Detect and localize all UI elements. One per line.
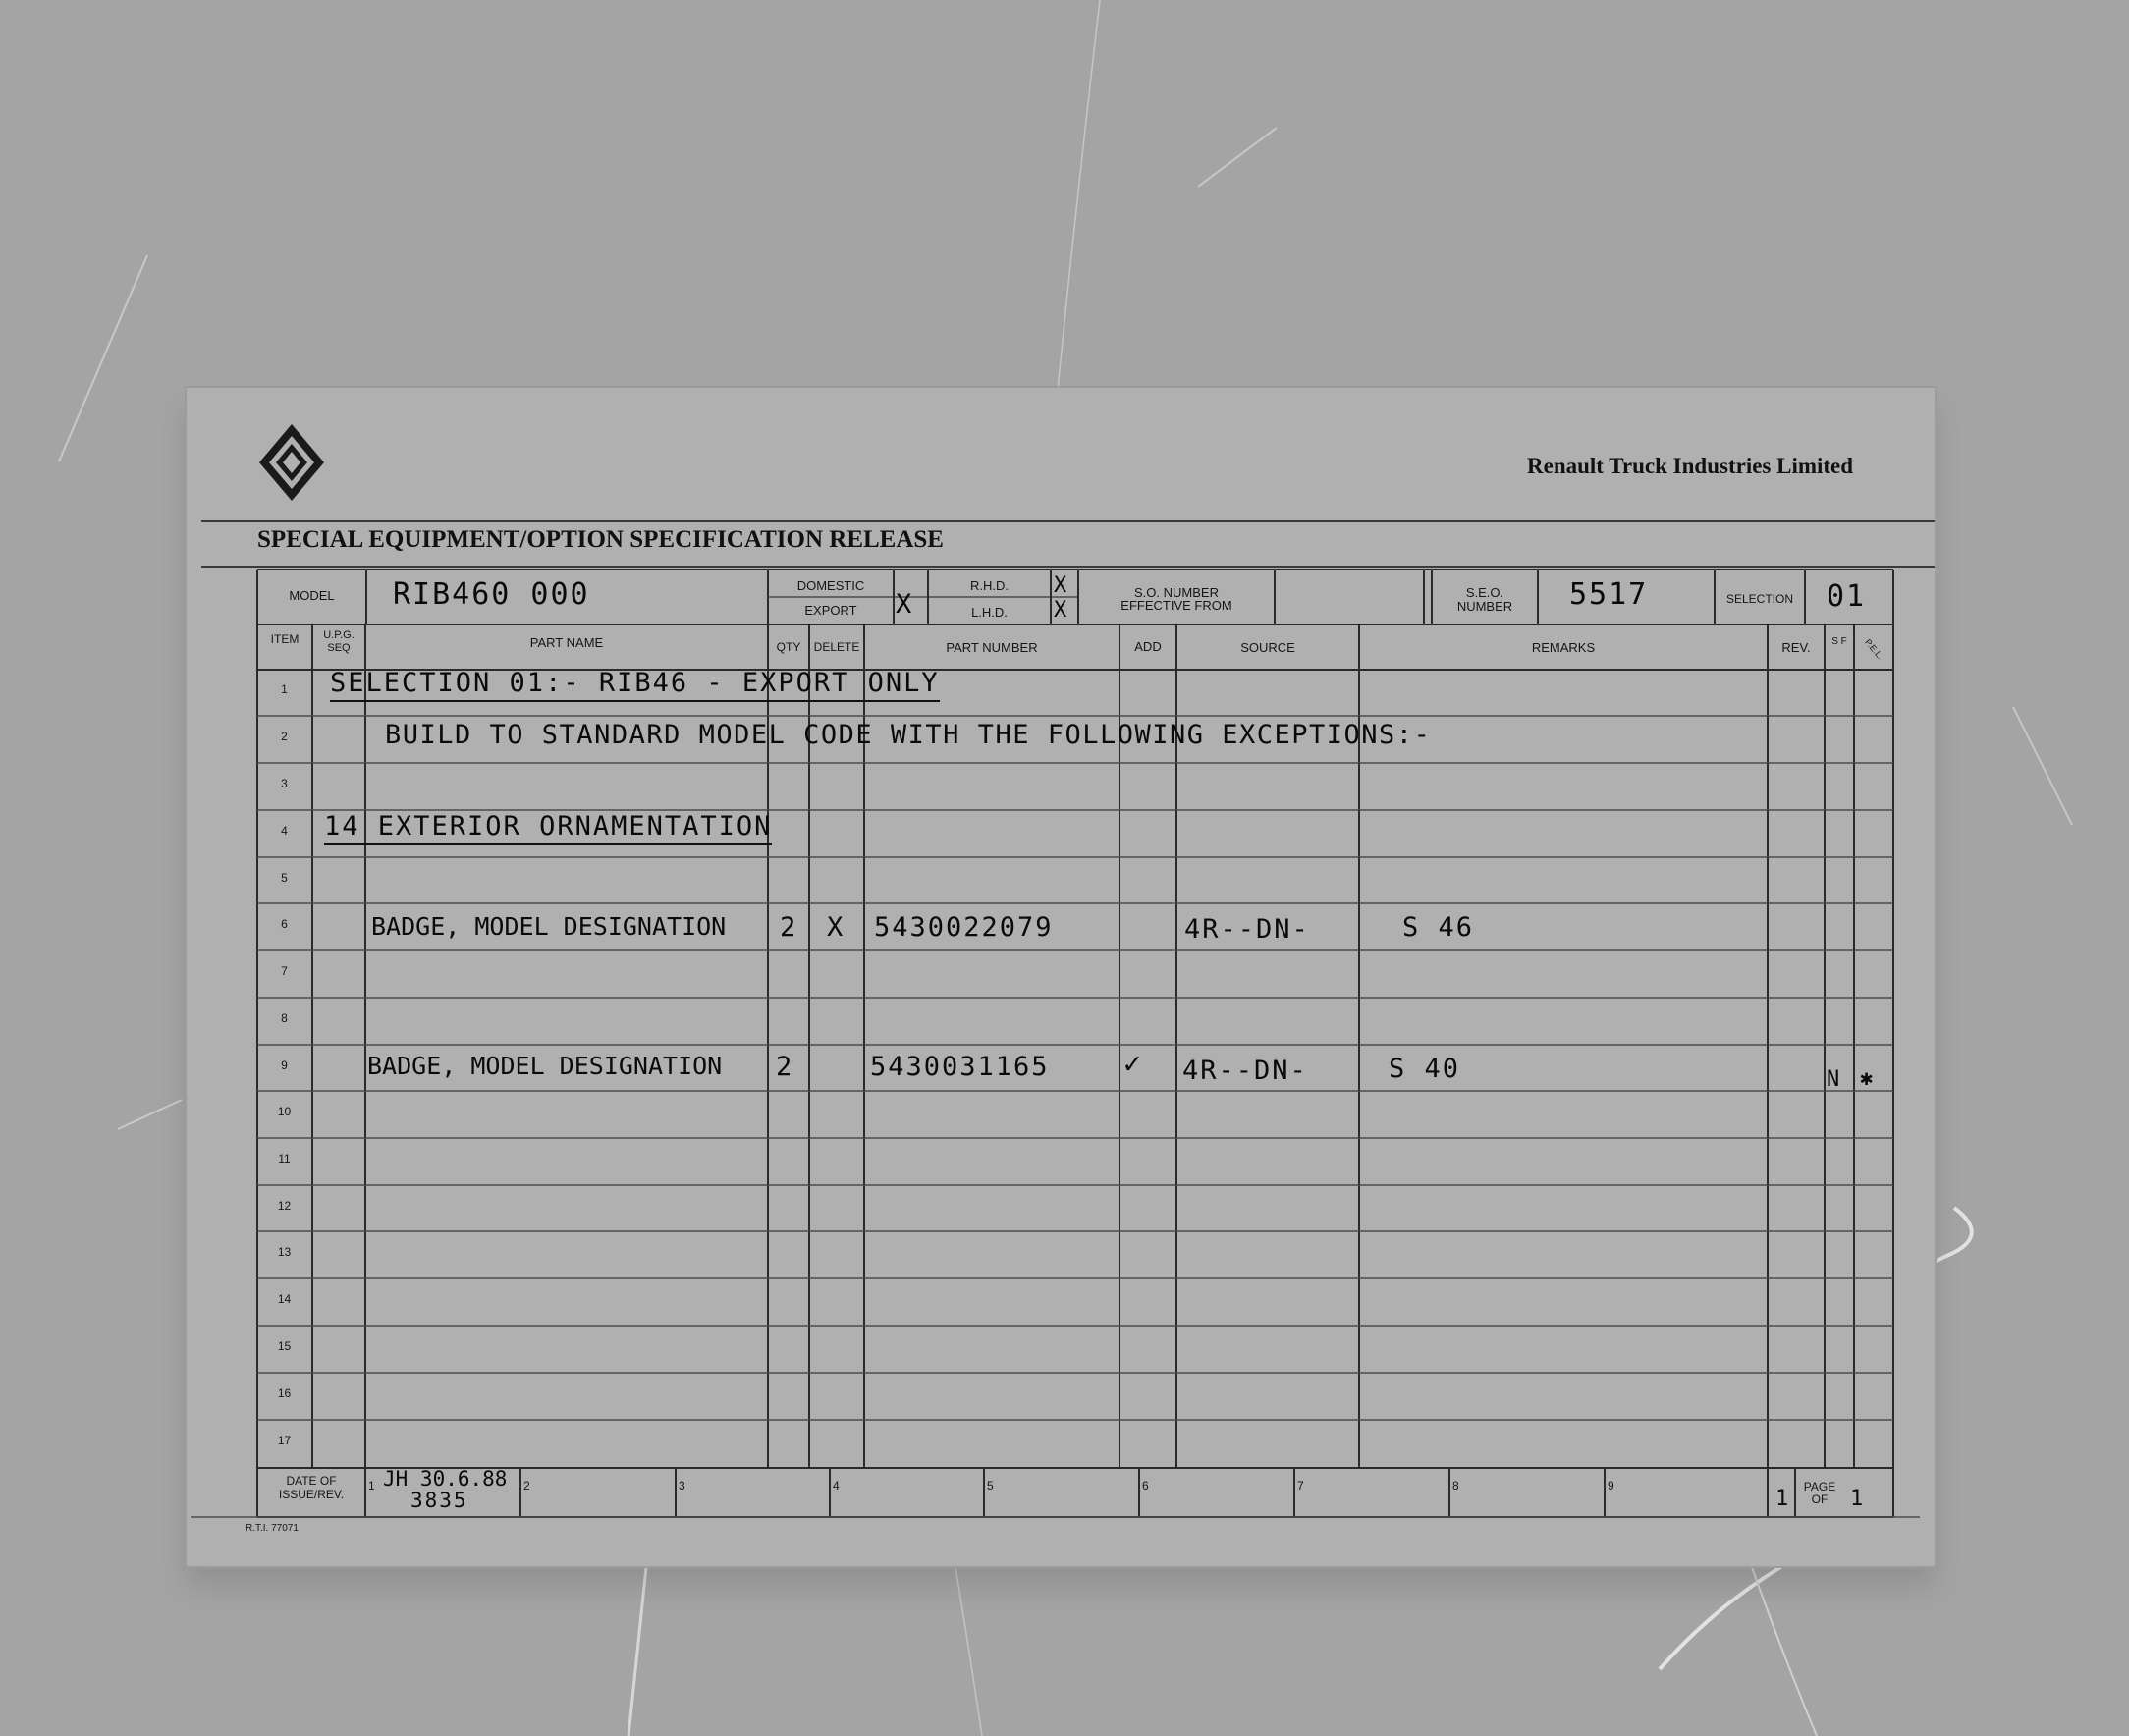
footer-slot-number: 6 xyxy=(1142,1479,1149,1492)
col-remarks: REMARKS xyxy=(1531,640,1596,655)
col-part-name: PART NAME xyxy=(529,635,604,650)
row-number: 17 xyxy=(277,1434,292,1447)
row9-part-number: 5430031165 xyxy=(870,1052,1050,1082)
row9-sf: N xyxy=(1827,1067,1840,1092)
row6-source: 4R--DN- xyxy=(1184,914,1310,945)
entry-line-4: 14 EXTERIOR ORNAMENTATION xyxy=(324,811,772,845)
col-seq: SEQ xyxy=(327,642,351,654)
of-label: OF xyxy=(1811,1492,1829,1506)
row-number: 16 xyxy=(277,1386,292,1400)
entry-line-2: BUILD TO STANDARD MODEL CODE WITH THE FOLLOWING EXCEPTIONS:- xyxy=(385,720,1432,750)
row-number: 1 xyxy=(281,682,288,696)
seo-number-label: NUMBER xyxy=(1456,599,1513,614)
issue-number-value: 3835 xyxy=(410,1489,468,1512)
row9-extra-mark: ✱ xyxy=(1860,1066,1874,1091)
seo-label: S.E.O. xyxy=(1465,585,1504,600)
row-number: 7 xyxy=(281,964,288,978)
seo-number-value: 5517 xyxy=(1569,577,1649,612)
effective-from-label: EFFECTIVE FROM xyxy=(1120,598,1232,613)
footer-slot-number: 4 xyxy=(833,1479,840,1492)
model-label: MODEL xyxy=(289,588,335,603)
form-code: R.T.I. 77071 xyxy=(246,1523,299,1534)
rhd-mark: X xyxy=(1054,573,1067,598)
footer-slot-number: 9 xyxy=(1608,1479,1614,1492)
col-delete: DELETE xyxy=(813,640,860,654)
row9-part-name: BADGE, MODEL DESIGNATION xyxy=(367,1052,723,1080)
issue-date-value: JH 30.6.88 xyxy=(383,1467,508,1491)
row-number: 12 xyxy=(277,1199,292,1213)
col-item: ITEM xyxy=(270,632,300,646)
row-number: 2 xyxy=(281,730,288,743)
form-title: SPECIAL EQUIPMENT/OPTION SPECIFICATION RELEASE xyxy=(257,526,944,553)
footer-slot-number: 3 xyxy=(679,1479,685,1492)
selection-value: 01 xyxy=(1827,579,1867,614)
row9-source: 4R--DN- xyxy=(1182,1056,1308,1086)
col-source: SOURCE xyxy=(1240,640,1295,655)
row6-part-number: 5430022079 xyxy=(874,912,1054,943)
row6-remarks: S 46 xyxy=(1402,912,1475,943)
so-number-label: S.O. NUMBER xyxy=(1134,585,1219,600)
page-label: PAGE xyxy=(1803,1480,1836,1493)
export-label: EXPORT xyxy=(804,603,857,618)
lhd-label: L.H.D. xyxy=(971,605,1008,620)
row9-add-check-icon: ✓ xyxy=(1123,1047,1144,1081)
row-number: 13 xyxy=(277,1245,292,1259)
row-number: 14 xyxy=(277,1292,292,1306)
col-add: ADD xyxy=(1134,639,1162,654)
row-number: 15 xyxy=(277,1339,292,1353)
lhd-mark: X xyxy=(1054,598,1067,623)
row9-remarks: S 40 xyxy=(1389,1054,1461,1084)
col-rev: REV. xyxy=(1781,640,1811,655)
row6-qty: 2 xyxy=(780,912,798,943)
row-number: 8 xyxy=(281,1011,288,1025)
date-of-label: DATE OF xyxy=(286,1474,337,1488)
row9-qty: 2 xyxy=(776,1052,794,1082)
export-mark: X xyxy=(896,589,912,620)
col-sf: S F xyxy=(1831,636,1847,647)
row-number: 10 xyxy=(277,1105,292,1118)
row6-part-name: BADGE, MODEL DESIGNATION xyxy=(371,912,727,941)
of-value: 1 xyxy=(1850,1487,1866,1511)
footer-slot-number: 2 xyxy=(523,1479,530,1492)
domestic-label: DOMESTIC xyxy=(796,578,865,593)
entry-line-1: SELECTION 01:- RIB46 - EXPORT ONLY xyxy=(330,668,940,702)
footer-slot-number: 8 xyxy=(1452,1479,1459,1492)
issue-rev-label: ISSUE/REV. xyxy=(278,1488,345,1501)
row-number: 11 xyxy=(278,1152,291,1166)
col-part-number: PART NUMBER xyxy=(946,640,1038,655)
row-number: 3 xyxy=(281,777,288,790)
company-name: Renault Truck Industries Limited xyxy=(1527,454,1854,478)
col-extra: P.E.L. xyxy=(1863,637,1885,662)
col-qty: QTY xyxy=(776,640,801,654)
footer-slot-number: 5 xyxy=(987,1479,994,1492)
page-value: 1 xyxy=(1775,1487,1791,1511)
row-number: 5 xyxy=(281,871,288,885)
model-value: RIB460 000 xyxy=(393,577,590,612)
selection-label: SELECTION xyxy=(1725,592,1793,606)
footer-slot-number: 7 xyxy=(1297,1479,1304,1492)
row6-delete-mark: X xyxy=(827,912,846,943)
row-number: 4 xyxy=(281,824,288,838)
footer-slot-number: 1 xyxy=(368,1479,375,1492)
col-upg: U.P.G. xyxy=(323,629,355,641)
row-number: 9 xyxy=(281,1058,288,1072)
rhd-label: R.H.D. xyxy=(970,578,1009,593)
row-number: 6 xyxy=(281,917,288,931)
